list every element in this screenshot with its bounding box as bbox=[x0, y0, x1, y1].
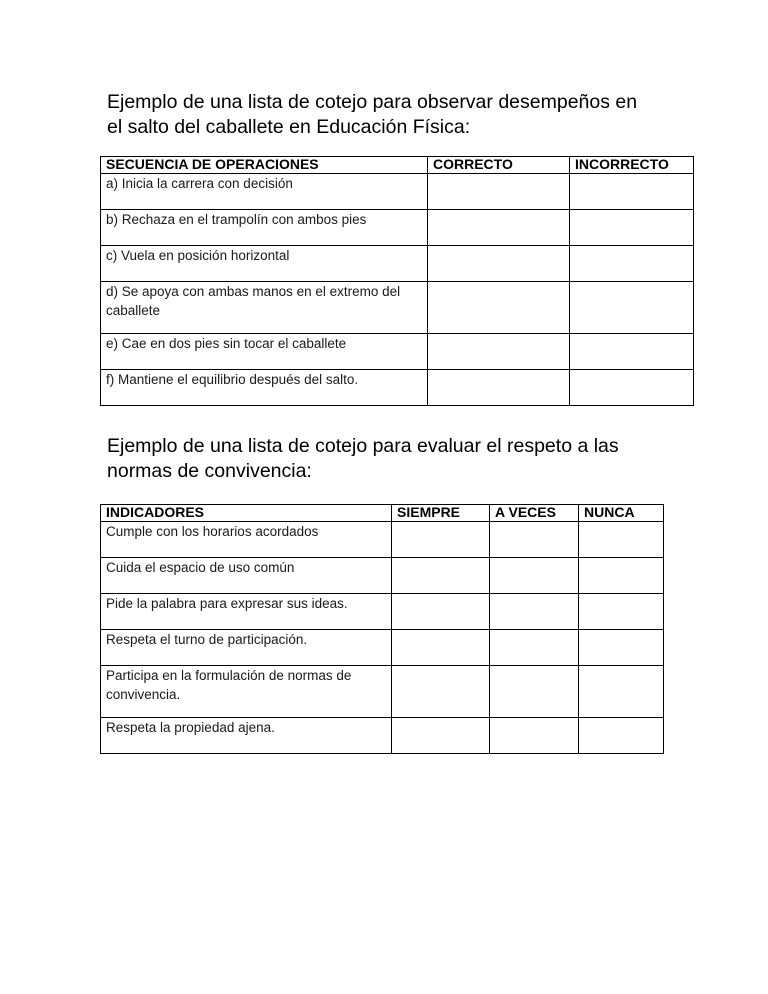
column-header-sequence: SECUENCIA DE OPERACIONES bbox=[101, 157, 428, 174]
row-label: Cuida el espacio de uso común bbox=[101, 558, 392, 594]
checkbox-cell-correct[interactable] bbox=[428, 370, 570, 406]
checkbox-cell-never[interactable] bbox=[579, 558, 664, 594]
checkbox-cell-never[interactable] bbox=[579, 666, 664, 718]
row-label: d) Se apoya con ambas manos en el extremo del caballete bbox=[101, 282, 428, 334]
row-label: c) Vuela en posición horizontal bbox=[101, 246, 428, 282]
checkbox-cell-always[interactable] bbox=[392, 666, 490, 718]
checkbox-cell-sometimes[interactable] bbox=[490, 630, 579, 666]
checkbox-cell-always[interactable] bbox=[392, 558, 490, 594]
checkbox-cell-incorrect[interactable] bbox=[570, 282, 694, 334]
checkbox-cell-incorrect[interactable] bbox=[570, 370, 694, 406]
heading-line: Ejemplo de una lista de cotejo para evaluar el respeto a las bbox=[107, 435, 619, 457]
column-header-incorrect: INCORRECTO bbox=[570, 157, 694, 174]
checkbox-cell-incorrect[interactable] bbox=[570, 246, 694, 282]
checkbox-cell-sometimes[interactable] bbox=[490, 666, 579, 718]
checkbox-cell-incorrect[interactable] bbox=[570, 174, 694, 210]
row-label: e) Cae en dos pies sin tocar el caballete bbox=[101, 334, 428, 370]
table-header-row bbox=[101, 505, 664, 522]
table-row bbox=[101, 666, 664, 718]
column-header-correct: CORRECTO bbox=[428, 157, 570, 174]
checkbox-cell-sometimes[interactable] bbox=[490, 594, 579, 630]
table-header-row bbox=[101, 157, 694, 174]
checkbox-cell-never[interactable] bbox=[579, 630, 664, 666]
checkbox-cell-correct[interactable] bbox=[428, 174, 570, 210]
table-row bbox=[101, 246, 694, 282]
row-label: f) Mantiene el equilibrio después del salto. bbox=[101, 370, 428, 406]
coexistence-checklist-table bbox=[100, 504, 664, 754]
row-label: Participa en la formulación de normas de convivencia. bbox=[101, 666, 392, 718]
row-label: Pide la palabra para expresar sus ideas. bbox=[101, 594, 392, 630]
table-row bbox=[101, 370, 694, 406]
row-label: Cumple con los horarios acordados bbox=[101, 522, 392, 558]
checkbox-cell-incorrect[interactable] bbox=[570, 210, 694, 246]
column-header-always: SIEMPRE bbox=[392, 505, 490, 522]
checkbox-cell-always[interactable] bbox=[392, 594, 490, 630]
heading-jump-checklist bbox=[107, 90, 637, 140]
heading-coexistence-checklist bbox=[107, 434, 619, 484]
table-row bbox=[101, 174, 694, 210]
checkbox-cell-correct[interactable] bbox=[428, 334, 570, 370]
table-row bbox=[101, 210, 694, 246]
table-row bbox=[101, 282, 694, 334]
table-row bbox=[101, 558, 664, 594]
row-label: Respeta el turno de participación. bbox=[101, 630, 392, 666]
checkbox-cell-always[interactable] bbox=[392, 718, 490, 754]
checkbox-cell-never[interactable] bbox=[579, 522, 664, 558]
table-row bbox=[101, 522, 664, 558]
row-label: Respeta la propiedad ajena. bbox=[101, 718, 392, 754]
checkbox-cell-sometimes[interactable] bbox=[490, 558, 579, 594]
table-row bbox=[101, 594, 664, 630]
checkbox-cell-never[interactable] bbox=[579, 718, 664, 754]
checkbox-cell-always[interactable] bbox=[392, 522, 490, 558]
checkbox-cell-never[interactable] bbox=[579, 594, 664, 630]
checkbox-cell-correct[interactable] bbox=[428, 246, 570, 282]
table-row bbox=[101, 718, 664, 754]
checkbox-cell-incorrect[interactable] bbox=[570, 334, 694, 370]
column-header-sometimes: A VECES bbox=[490, 505, 579, 522]
jump-checklist-table bbox=[100, 156, 694, 406]
checkbox-cell-always[interactable] bbox=[392, 630, 490, 666]
checkbox-cell-correct[interactable] bbox=[428, 210, 570, 246]
heading-line: Ejemplo de una lista de cotejo para observar desempeños en bbox=[107, 91, 638, 113]
row-label: b) Rechaza en el trampolín con ambos pies bbox=[101, 210, 428, 246]
heading-line: normas de convivencia: bbox=[107, 460, 312, 482]
table-row bbox=[101, 630, 664, 666]
row-label: a) Inicia la carrera con decisión bbox=[101, 174, 428, 210]
column-header-never: NUNCA bbox=[579, 505, 664, 522]
table-row bbox=[101, 334, 694, 370]
checkbox-cell-sometimes[interactable] bbox=[490, 522, 579, 558]
column-header-indicators: INDICADORES bbox=[101, 505, 392, 522]
checkbox-cell-sometimes[interactable] bbox=[490, 718, 579, 754]
checkbox-cell-correct[interactable] bbox=[428, 282, 570, 334]
heading-line: el salto del caballete en Educación Física: bbox=[107, 116, 471, 138]
